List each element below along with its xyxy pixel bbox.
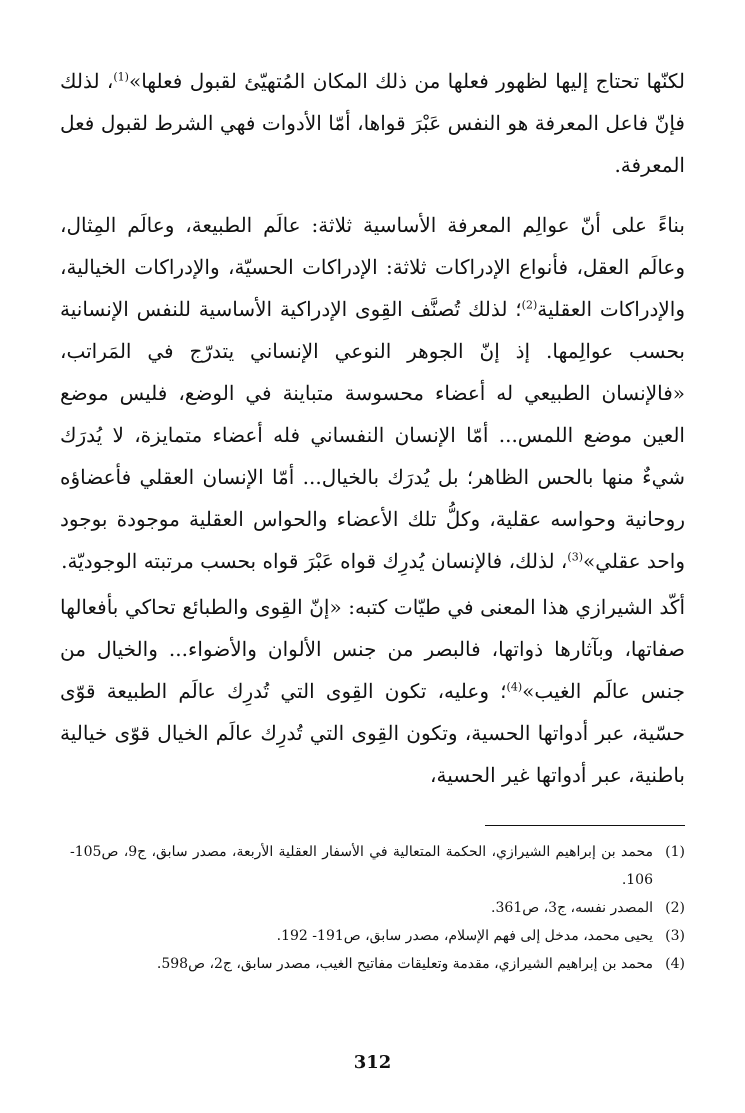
footnote-text: محمد بن إبراهيم الشيرازي، الحكمة المتعالية في الأسفار العقلية الأربعة، مصدر سابق، ج9، ص105- 106.	[70, 844, 653, 888]
footnote-ref-1: (1)	[113, 70, 129, 84]
para1-text-2: ، لذلك فإنّ فاعل المعرفة هو النفس عَبْرَ قواها، أمّا الأدوات فهي الشرط لقبول فعل المعرفة.	[60, 69, 685, 177]
footnote-divider	[485, 825, 685, 826]
para3-text-1: أكّد الشيرازي هذا المعنى في طيّات كتبه: «إنّ القِوى والطبائع تحاكي بأفعالها صفاتها، وبآثارها ذواتها، فالبصر من جنس الألوان والأضواء... والخيال من جنس عالَم الغيب»	[60, 595, 686, 703]
footnote-number: (2)	[665, 900, 685, 916]
para2-text-2: ؛ لذلك تُصنَّف القِوى الإدراكية الأساسية للنفس الإنسانية بحسب عوالِمها. إذ إنّ الجوهر النوعي الإنساني يتدرّج في المَراتب، «فالإنسان الطبيعي له أعضاء محسوسة متباينة في الوضع، فليس موضع العين موضع اللمس... أمّا الإنسان النفساني فله أعضاء متمايزة، لا يُدرَك شيءٌ منها بالحس الظاهر؛ بل يُدرَك بالخيال... أمّا الإنسان العقلي فأعضاؤه روحانية وحواسه عقلية، وكلُّ تلك الأعضاء والحواس العقلية موجودة بوجود واحد عقلي»	[60, 297, 685, 573]
footnote-ref-3: (3)	[567, 550, 583, 564]
page-body	[60, 60, 685, 796]
para2-text-3: ، لذلك، فالإنسان يُدرِك قواه عَبْرَ قواه بحسب مرتبته الوجوديّة.	[61, 549, 568, 573]
footnote-text: المصدر نفسه، ج3، ص361.	[491, 900, 653, 916]
page-number: 312	[353, 1052, 392, 1073]
footnote-item	[70, 838, 685, 894]
footnote-number: (1)	[665, 844, 685, 860]
paragraph-3	[60, 586, 685, 796]
footnotes	[70, 838, 685, 978]
footnote-ref-4: (4)	[506, 680, 523, 694]
para3-text-2: ؛ وعليه، تكون القِوى التي تُدرِك عالَم الطبيعة قوّى حسّية، عبر أدواتها الحسية، وتكون القِوى التي تُدرِك عالَم الخيال قوّى خيالية باطنية، عبر أدواتها غير الحسية،	[60, 679, 685, 787]
footnote-text: محمد بن إبراهيم الشيرازي، مقدمة وتعليقات مفاتيح الغيب، مصدر سابق، ج2، ص598.	[156, 956, 653, 972]
paragraph-1	[60, 60, 685, 186]
para2-text-1: بناءً على أنّ عوالِم المعرفة الأساسية ثلاثة: عالَم الطبيعة، وعالَم المِثال، وعالَم العقل، فأنواع الإدراكات ثلاثة: الإدراكات الحسيّة، والإدراكات الخيالية، والإدراكات العقلية	[60, 213, 685, 321]
footnote-item	[70, 894, 685, 922]
footnote-ref-2: (2)	[521, 298, 538, 312]
para1-text-1: لكنّها تحتاج إليها لظهور فعلها من ذلك المكان المُتهيّئ لقبول فعلها»	[128, 69, 686, 93]
footnote-item	[70, 922, 685, 950]
paragraph-2	[60, 204, 685, 582]
footnote-item	[70, 950, 685, 978]
footnote-number: (4)	[665, 956, 685, 972]
footnote-text: يحيى محمد، مدخل إلى فهم الإسلام، مصدر سابق، ص191- 192.	[276, 928, 653, 944]
footnote-number: (3)	[665, 928, 685, 944]
